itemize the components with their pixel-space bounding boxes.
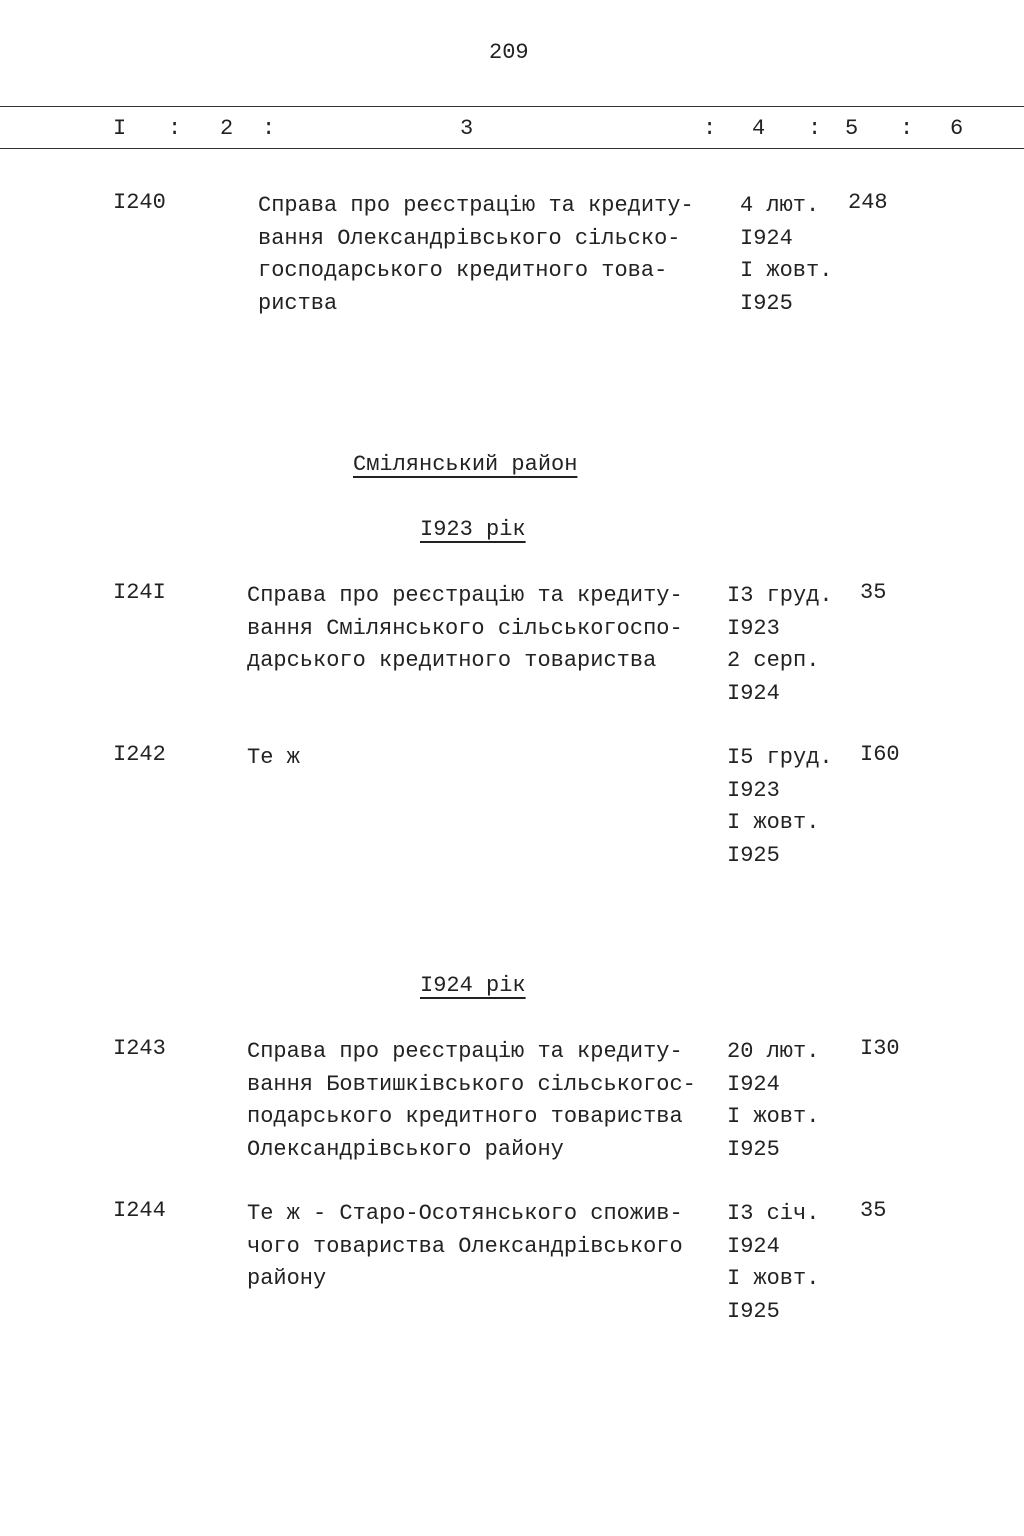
entry-description [247, 580, 683, 678]
date-line: I жовт. [740, 258, 833, 283]
date-line: I жовт. [727, 810, 820, 835]
column-header-cell: 4 [752, 116, 766, 141]
date-line: I924 [740, 225, 793, 251]
date-line: I3 груд. [727, 583, 833, 608]
entry-sheet-count: I30 [860, 1036, 900, 1061]
date-line: I жовт. [727, 1266, 820, 1291]
description-line: Справа про реєстрацію та кредиту- [258, 193, 694, 218]
entry-sheet-count: I60 [860, 742, 900, 767]
column-header-cell: : [262, 116, 276, 141]
date-line: 20 лют. [727, 1039, 820, 1064]
entry-number: I243 [113, 1036, 166, 1061]
date-line: 2 серп. [727, 648, 820, 673]
description-line: Те ж - Старо-Осотянського спожив- [247, 1201, 683, 1226]
entry-sheet-count: 35 [860, 1198, 887, 1223]
column-header-cell: I [113, 116, 127, 141]
date-line: I3 січ. [727, 1201, 820, 1226]
column-header-cell: 5 [845, 116, 859, 141]
date-line: I924 [727, 680, 780, 706]
date-line: I925 [727, 842, 780, 868]
description-line: Те ж [247, 745, 300, 770]
entry-number: I242 [113, 742, 166, 767]
description-line: Справа про реєстрацію та кредиту- [247, 583, 683, 608]
year-heading-1923: I923 рік [420, 517, 526, 542]
date-line: I924 [727, 1233, 780, 1259]
description-line: Олександрівського району [247, 1136, 564, 1162]
district-heading: Смілянський район [353, 452, 578, 477]
date-line: 4 лют. [740, 193, 820, 218]
entry-dates [740, 190, 832, 320]
description-line: району [247, 1266, 327, 1291]
entry-description [258, 190, 694, 320]
date-line: I923 [727, 777, 780, 803]
header-top-rule [0, 106, 1024, 107]
date-line: I925 [740, 290, 793, 316]
entry-dates [727, 1198, 819, 1328]
column-header-cell: : [168, 116, 182, 141]
entry-number: I24I [113, 580, 166, 605]
date-line: I жовт. [727, 1104, 820, 1129]
entry-number: I244 [113, 1198, 166, 1223]
entry-description [247, 742, 300, 775]
column-header-cell: 6 [950, 116, 964, 141]
description-line: вання Бовтишківського сільськогос- [247, 1071, 696, 1097]
description-line: дарського кредитного товариства [247, 648, 657, 673]
description-line: риства [258, 290, 338, 316]
entry-sheet-count: 248 [848, 190, 888, 215]
column-header-cell: 3 [460, 116, 474, 141]
column-header-cell: : [900, 116, 914, 141]
description-line: подарського кредитного товариства [247, 1104, 683, 1129]
description-line: Справа про реєстрацію та кредиту- [247, 1039, 683, 1064]
entry-dates [727, 1036, 819, 1166]
header-bottom-rule [0, 148, 1024, 149]
date-line: I925 [727, 1298, 780, 1324]
year-heading-1924: I924 рік [420, 973, 526, 998]
date-line: I925 [727, 1136, 780, 1162]
column-header-cell: 2 [220, 116, 234, 141]
entry-number: I240 [113, 190, 166, 215]
date-line: I5 груд. [727, 745, 833, 770]
entry-sheet-count: 35 [860, 580, 887, 605]
entry-dates [727, 580, 833, 710]
entry-description [247, 1036, 696, 1166]
column-header-cell: : [703, 116, 717, 141]
description-line: вання Смілянського сільськогоспо- [247, 615, 683, 641]
description-line: господарського кредитного това- [258, 258, 668, 283]
description-line: чого товариства Олександрівського [247, 1233, 683, 1259]
date-line: I924 [727, 1071, 780, 1097]
entry-description [247, 1198, 683, 1296]
description-line: вання Олександрівського сільско- [258, 225, 681, 251]
page-number: 209 [489, 40, 529, 65]
date-line: I923 [727, 615, 780, 641]
column-header-cell: : [808, 116, 822, 141]
entry-dates [727, 742, 833, 872]
